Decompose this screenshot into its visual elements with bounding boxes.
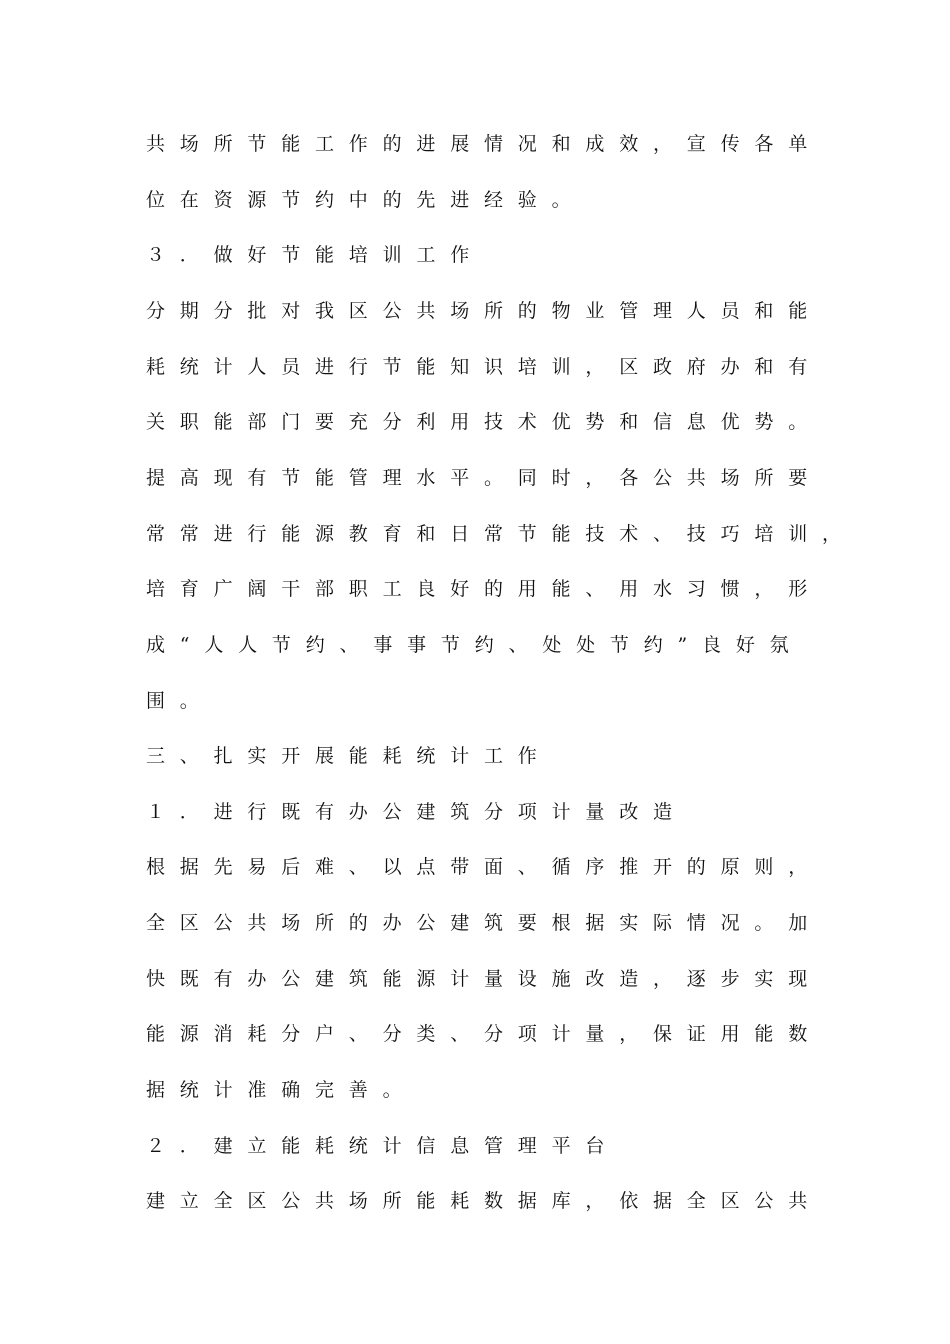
text-line: 能源消耗分户、分类、分项计量，保证用能数 — [146, 1023, 823, 1045]
section-heading: ２．建立能耗统计信息管理平台 — [146, 1135, 620, 1157]
section-heading: 三、扎实开展能耗统计工作 — [146, 745, 552, 767]
text-line: 全区公共场所的办公建筑要根据实际情况。加 — [146, 912, 823, 934]
text-line: 关职能部门要充分利用技术优势和信息优势。 — [146, 411, 823, 433]
text-line: 共场所节能工作的进展情况和成效，宣传各单 — [146, 133, 823, 155]
text-line: 根据先易后难、以点带面、循序推开的原则， — [146, 856, 823, 878]
text-line: 分期分批对我区公共场所的物业管理人员和能 — [146, 300, 823, 322]
text-line: 据统计准确完善。 — [146, 1079, 417, 1101]
section-heading: ３．做好节能培训工作 — [146, 244, 485, 266]
text-line: 提高现有节能管理水平。同时，各公共场所要 — [146, 467, 823, 489]
text-line: 培育广阔干部职工良好的用能、用水习惯，形 — [146, 578, 823, 600]
text-line: 建立全区公共场所能耗数据库，依据全区公共 — [146, 1190, 823, 1212]
section-heading: １．进行既有办公建筑分项计量改造 — [146, 801, 687, 823]
text-line: 耗统计人员进行节能知识培训，区政府办和有 — [146, 356, 823, 378]
text-line: 常常进行能源教育和日常节能技术、技巧培训， — [146, 523, 856, 545]
text-line: 位在资源节约中的先进经验。 — [146, 189, 586, 211]
text-line: 围。 — [146, 690, 214, 712]
text-line: 成“人人节约、事事节约、处处节约”良好氛 — [146, 634, 804, 656]
text-line: 快既有办公建筑能源计量设施改造，逐步实现 — [146, 968, 823, 990]
